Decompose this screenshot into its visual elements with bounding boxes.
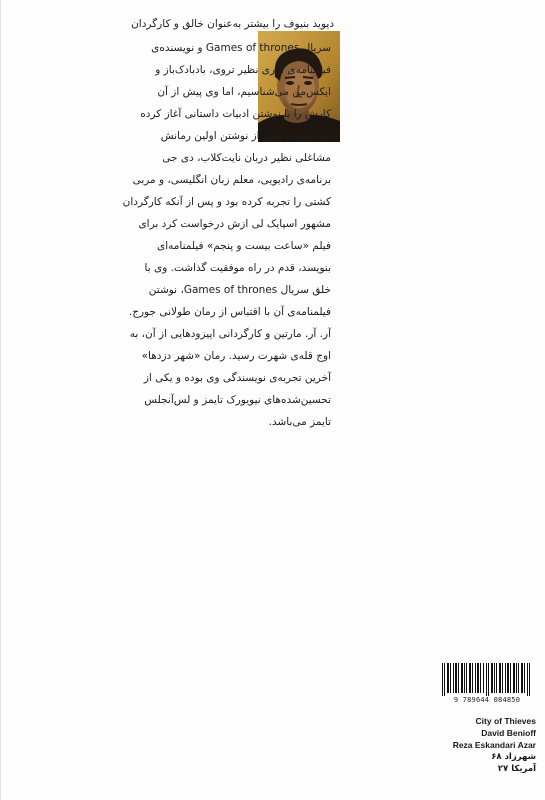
isbn-number: 9 789644 084850	[453, 696, 521, 704]
bio-line: ایکس‌من می‌شناسیم، اما وی پیش از آن	[157, 86, 331, 98]
bio-line: بنویسد، قدم در راه موفقیت گذاشت. وی با	[144, 262, 331, 274]
barcode-icon	[438, 662, 536, 696]
bio-line: مشهور اسپایک لی از‌ش درخواست کرد برای	[138, 218, 331, 230]
bio-line: خلق سریال Games of thrones، نوشتن	[148, 284, 331, 296]
bio-line: برنامه‌ی رادیویی، معلم زبان انگلیسی، و مربی	[132, 174, 331, 186]
bio-line: آر. آر. مارتین و کارگردانی اپیزودهایی از آن، به	[129, 328, 331, 340]
bio-line: کارش را با نوشتن ادبیات داستانی آغاز کرده	[140, 108, 331, 120]
bio-line: اوج قله‌ی شهرت رسید. رمان «شهر دزدها»	[141, 350, 331, 362]
bio-line: بود. بنیوف پیش از نوشتن اولین رمانش	[160, 130, 331, 142]
bio-line: سریال Games of thrones و نویسنده‌ی	[151, 42, 331, 54]
translator-name-en: Reza Eskandari Azar	[452, 740, 536, 750]
bio-line: آخرین تجربه‌ی نویسندگی وی بوده و یکی از	[143, 372, 331, 384]
bio-line: تحسین‌شده‌های نیویورک تایمز و لس‌آنجلس	[144, 394, 331, 406]
bio-line: مشاغلی نظیر دربان نایت‌کلاب، دی جی	[162, 152, 331, 164]
book-colophon	[386, 715, 536, 775]
bio-line: دیوید بنیوف را بیشتر به‌عنوان خالق و کارگردان	[131, 18, 334, 30]
bio-line: تایمز می‌باشد.	[268, 416, 331, 428]
isbn-barcode	[438, 662, 536, 706]
bio-line: فیلم «ساعت بیست و پنجم» فیلمنامه‌ای	[157, 240, 331, 252]
series-number: شهرزاد ۶۸	[491, 752, 536, 762]
author-biography	[1, 0, 545, 384]
bio-line: فیلمنامه‌ی آن با اقتباس از رمان طولانی جورج.	[128, 306, 331, 318]
subseries-number: آمریکا ۲۷	[497, 764, 536, 774]
bio-line: فیلمنامه‌ی آثاری نظیر تروی، بادبادک‌باز و	[155, 64, 331, 76]
book-title-en: City of Thieves	[475, 716, 536, 726]
bio-line: کشتی را تجربه کرده بود و پس از آنکه کارگردان	[122, 196, 331, 208]
author-name-en: David Benioff	[481, 728, 536, 738]
